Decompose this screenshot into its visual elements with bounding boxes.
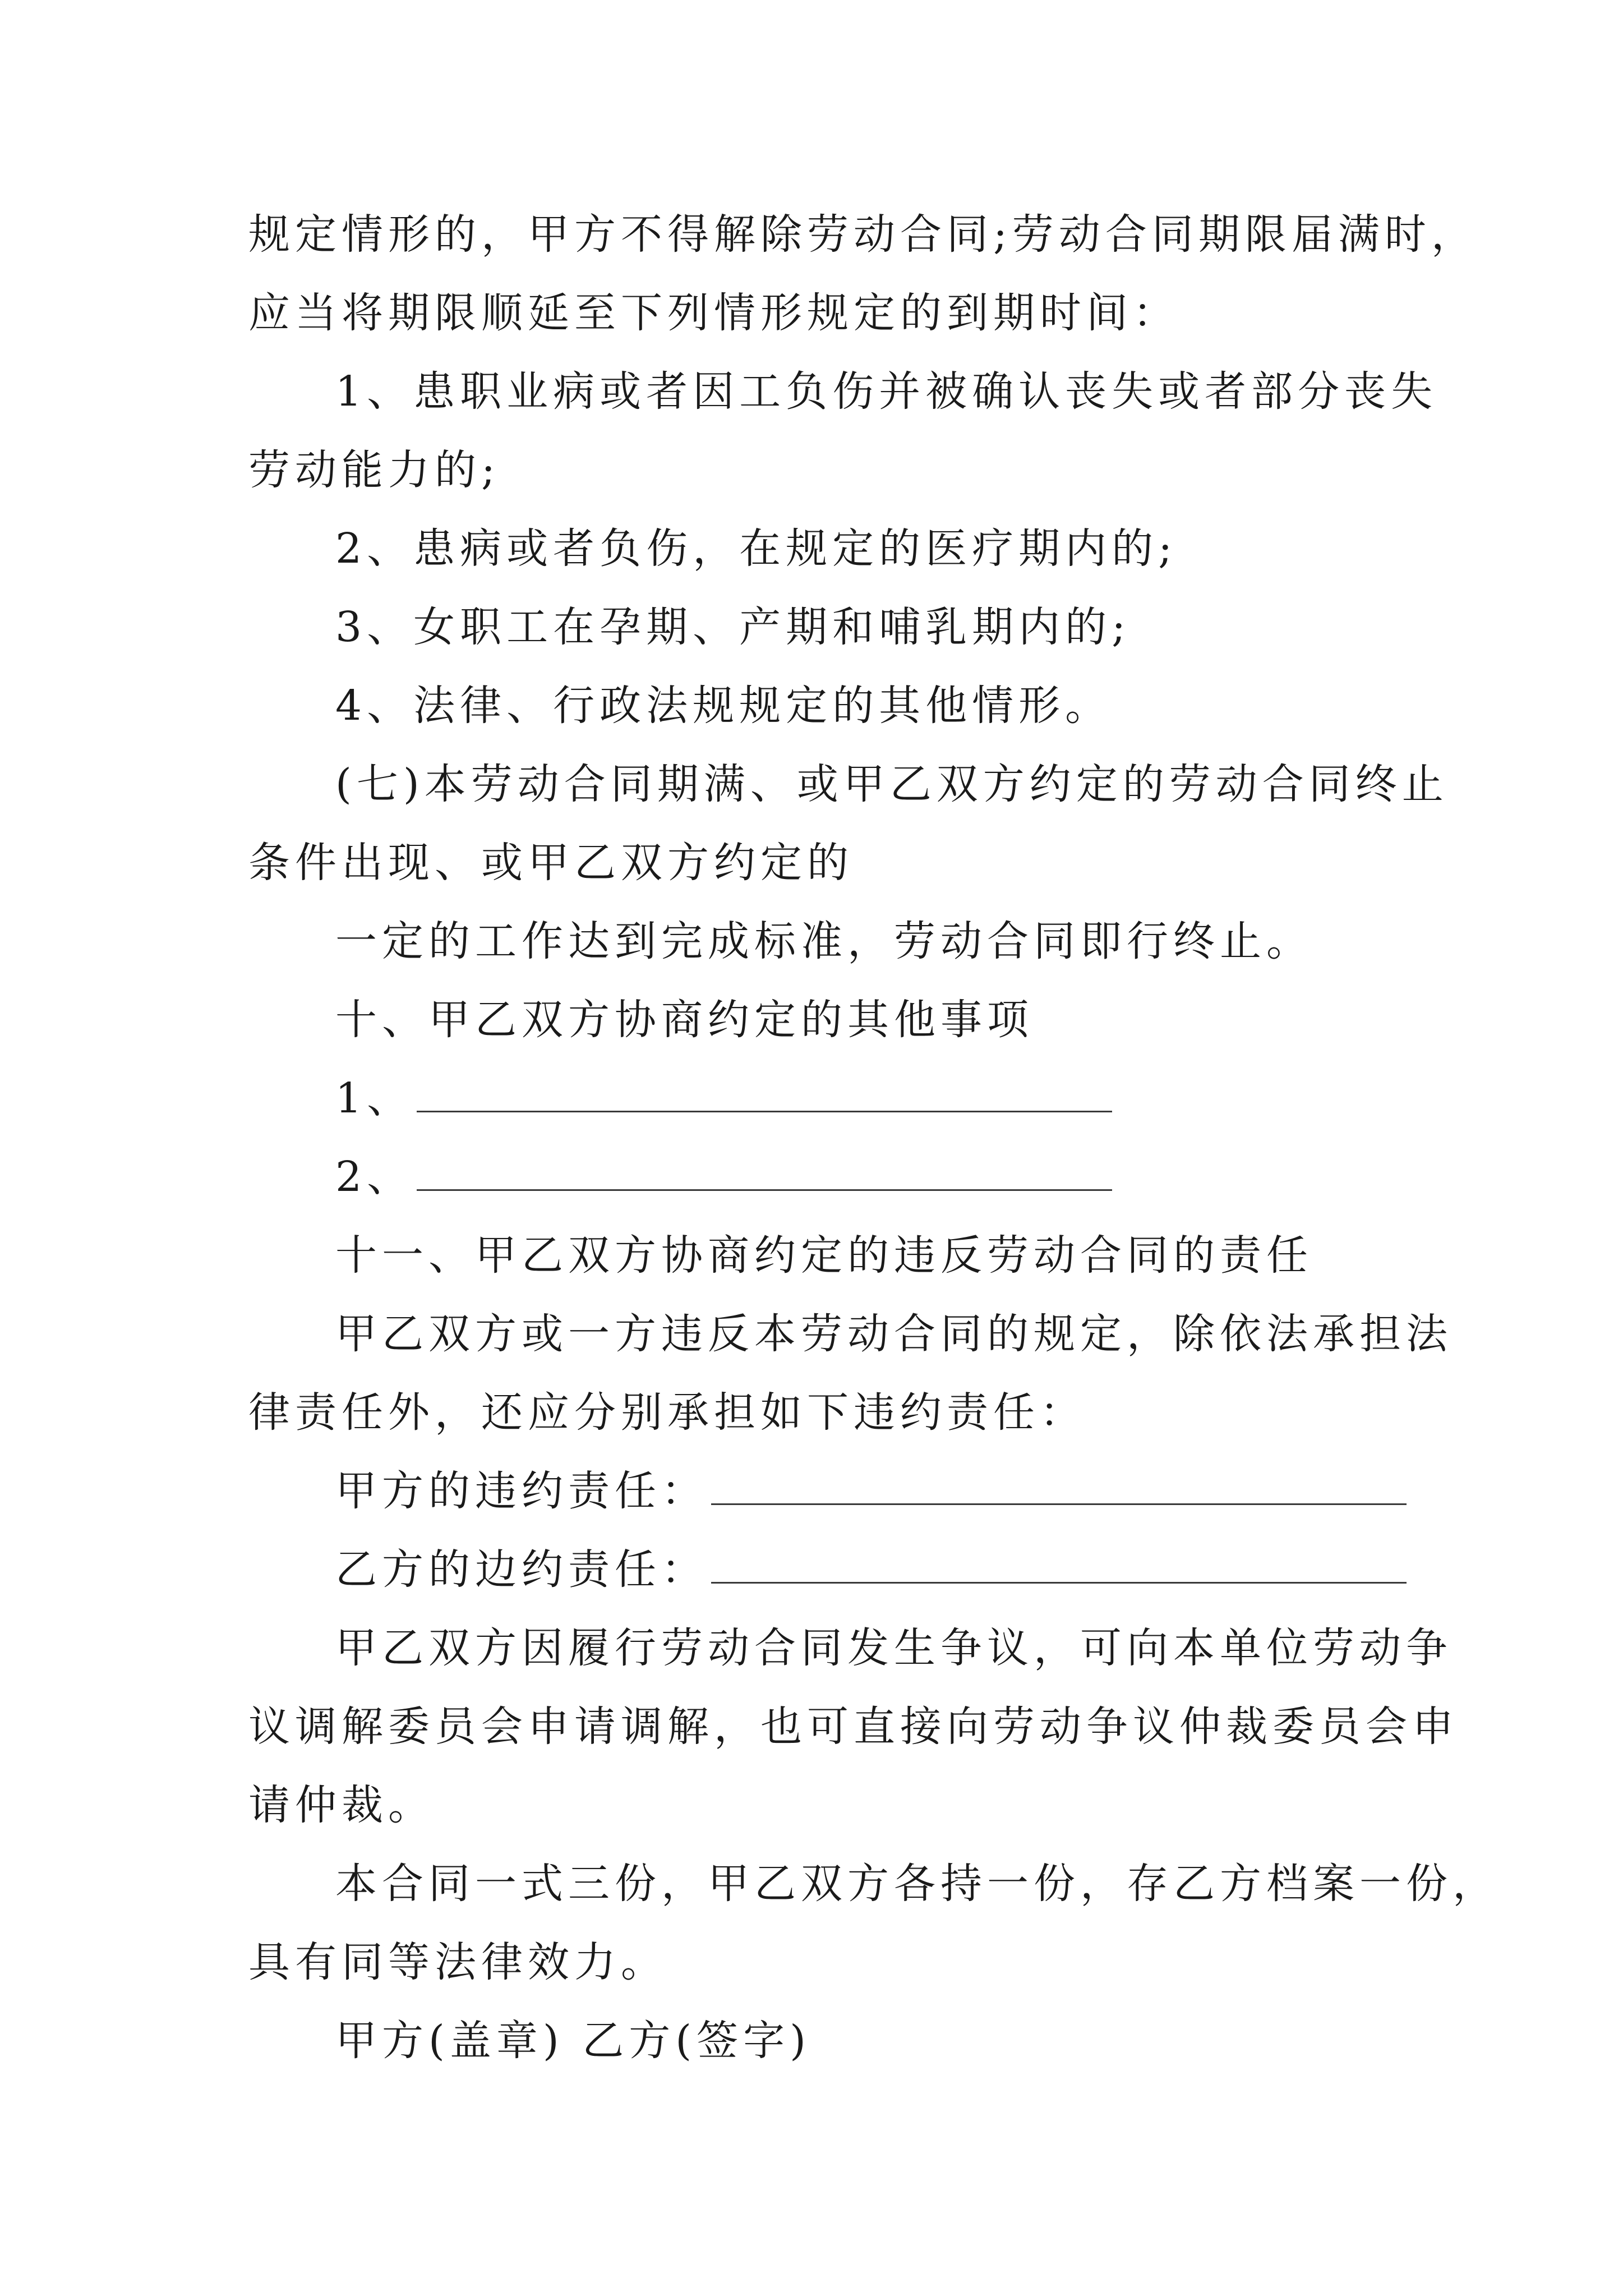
text-line: 议调解委员会申请调解，也可直接向劳动争议仲裁委员会申 [248,1703,1459,1751]
fill-item-label: 1、 [335,1074,414,1122]
signature-line: 甲方(盖章) 乙方(签字) [335,2017,811,2065]
list-item-4: 4、法律、行政法规规定的其他情形。 [335,682,1112,730]
clause-seven: (七)本劳动合同期满、或甲乙双方约定的劳动合同终止 [335,760,1449,808]
party-b-liability-label: 乙方的边约责任： [335,1545,708,1594]
text-line: 条件出现、或甲乙双方约定的 [248,839,854,887]
list-item-2: 2、患病或者负伤，在规定的医疗期内的; [335,524,1178,573]
text-line: 劳动能力的; [248,446,500,494]
list-item-1: 1、患职业病或者因工负伤并被确认丧失或者部分丧失 [335,367,1438,416]
party-a-liability-label: 甲方的违约责任： [335,1467,708,1515]
fill-in-blank[interactable] [417,1073,1112,1112]
text-line: 具有同等法律效力。 [248,1938,667,1986]
fill-item-label: 2、 [335,1153,414,1201]
list-item-3: 3、女职工在孕期、产期和哺乳期内的; [335,603,1131,651]
text-line: 甲乙双方因履行劳动合同发生争议，可向本单位劳动争 [335,1624,1453,1672]
text-line: 本合同一式三份，甲乙双方各持一份，存乙方档案一份， [335,1860,1499,1908]
fill-item-1 [335,1070,1112,1126]
section-heading-eleven: 十一、甲乙双方协商约定的违反劳动合同的责任 [335,1231,1313,1280]
text-line: 律责任外，还应分别承担如下违约责任： [248,1388,1086,1437]
text-line: 应当将期限顺延至下列情形规定的到期时间： [248,289,1179,337]
fill-item-2 [335,1149,1112,1205]
party-a-liability [335,1463,1407,1519]
text-line: 请仲裁。 [248,1781,435,1829]
fill-in-blank[interactable] [417,1151,1112,1191]
fill-in-blank[interactable] [711,1465,1407,1505]
fill-in-blank[interactable] [711,1544,1407,1584]
section-heading-ten: 十、甲乙双方协商约定的其他事项 [335,996,1034,1044]
text-line: 一定的工作达到完成标准，劳动合同即行终止。 [335,917,1313,965]
text-line: 甲乙双方或一方违反本劳动合同的规定，除依法承担法 [335,1310,1453,1358]
text-line: 规定情形的，甲方不得解除劳动合同;劳动合同期限届满时， [248,210,1478,259]
party-b-liability [335,1542,1407,1598]
